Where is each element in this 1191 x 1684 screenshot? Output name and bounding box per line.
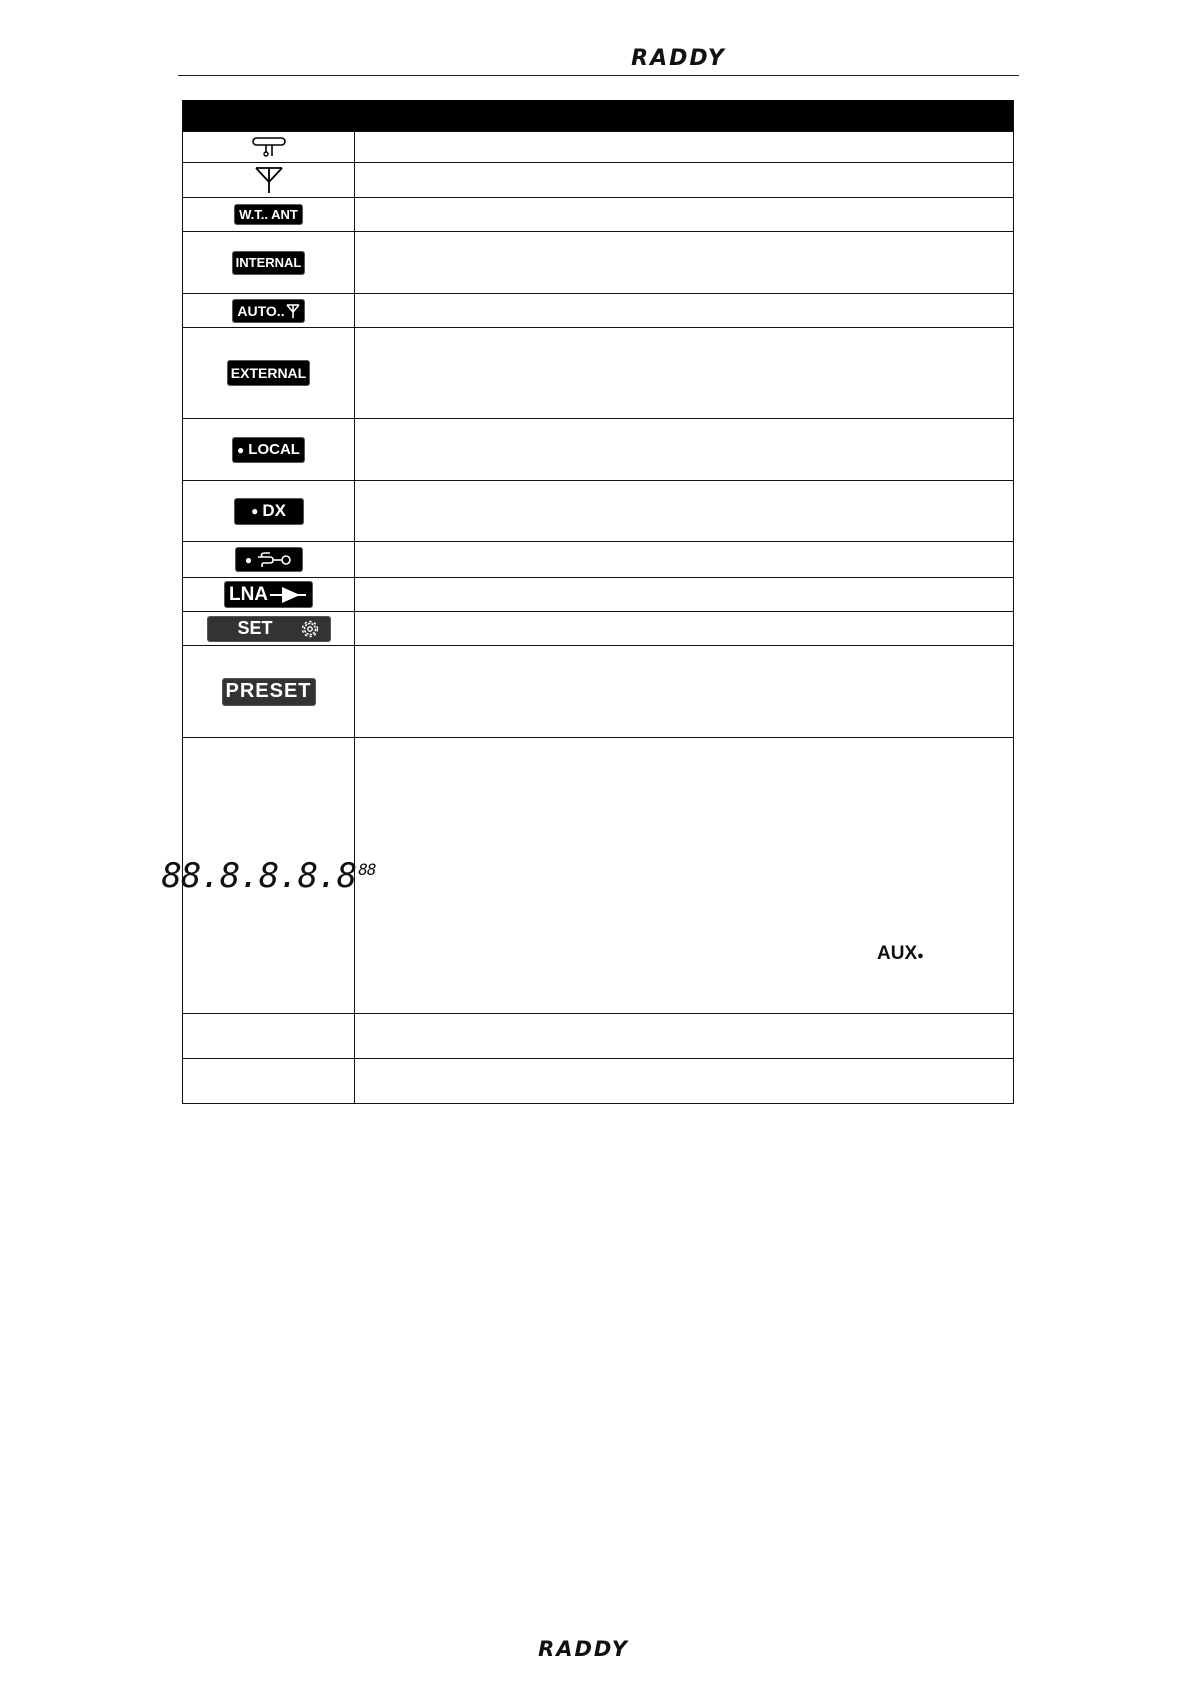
table-row [183, 197, 1013, 231]
amplifier-arrow-icon [270, 585, 308, 605]
icon-cell [183, 232, 355, 293]
segment-small-digits: 88 [358, 859, 376, 879]
description-cell [355, 132, 1013, 162]
icon-cell [183, 132, 355, 162]
table-row [183, 1058, 1013, 1103]
earphone-antenna-icon [249, 135, 289, 159]
icon-cell [183, 646, 355, 737]
icon-cell [183, 578, 355, 611]
table-row [161, 737, 1013, 1013]
table-header-bar [183, 100, 1013, 131]
internal-badge: INTERNAL [233, 252, 305, 274]
frequency-segment-display [162, 856, 376, 896]
table-row [183, 231, 1013, 293]
raddy-logo-header: RADDY [631, 46, 726, 71]
description-cell [355, 542, 1013, 577]
raddy-logo-footer: RADDY [538, 1637, 629, 1661]
icon-cell [183, 1014, 355, 1058]
table-row [183, 577, 1013, 611]
icon-cell [183, 328, 355, 418]
aux-label: AUX [877, 943, 918, 964]
icon-cell [183, 163, 355, 197]
table-row [183, 293, 1013, 327]
table-row [183, 418, 1013, 480]
antenna-icon [286, 303, 300, 319]
description-cell [355, 738, 1013, 1013]
dot-icon: ● [251, 504, 259, 518]
dot-icon: ● [244, 552, 253, 567]
table-row [183, 480, 1013, 541]
description-cell [355, 1014, 1013, 1058]
icon-cell [161, 738, 376, 1013]
aux-indicator [877, 943, 924, 965]
icon-cell [183, 481, 355, 541]
display-icon-table [161, 100, 1014, 1104]
auto-antenna-badge [233, 300, 303, 322]
local-badge [233, 438, 304, 462]
table-row [183, 541, 1013, 577]
description-cell [355, 163, 1013, 197]
description-cell [355, 646, 1013, 737]
description-cell [355, 232, 1013, 293]
local-badge-label: LOCAL [248, 441, 300, 458]
segment-digits: 88.8.8.8.8 [161, 855, 357, 896]
dot-icon: ● [237, 442, 245, 457]
icon-cell [183, 542, 355, 577]
table-row [183, 611, 1013, 645]
description-cell [355, 328, 1013, 418]
table-row [183, 131, 1013, 162]
set-badge-label: SET [237, 618, 273, 638]
description-cell [355, 578, 1013, 611]
lna-badge [225, 582, 312, 607]
table-row [183, 645, 1013, 737]
icon-cell [183, 198, 355, 231]
external-badge: EXTERNAL [228, 361, 309, 385]
description-cell [355, 294, 1013, 327]
dx-badge-label: DX [262, 501, 286, 520]
icon-cell [183, 294, 355, 327]
dot-icon: ● [917, 950, 924, 962]
lna-badge-label: LNA [228, 583, 269, 605]
set-badge [208, 617, 330, 641]
key-lock-icon [256, 551, 292, 569]
description-cell [355, 419, 1013, 480]
antenna-icon [253, 165, 285, 195]
description-cell [355, 1059, 1013, 1103]
table-row [183, 327, 1013, 418]
table-row [183, 1013, 1013, 1058]
description-cell [355, 481, 1013, 541]
icon-cell [183, 1059, 355, 1103]
icon-cell [183, 612, 355, 645]
header-divider [178, 75, 1019, 76]
auto-badge-label: AUTO.. [237, 302, 285, 319]
table-row [183, 162, 1013, 197]
key-lock-badge [236, 548, 302, 571]
wt-ant-badge: W.T.. ANT [235, 205, 302, 224]
gear-icon [300, 619, 320, 639]
dx-badge [235, 499, 303, 524]
description-cell [355, 198, 1013, 231]
description-cell [355, 612, 1013, 645]
preset-badge: PRESET [223, 679, 315, 705]
icon-cell [183, 419, 355, 480]
